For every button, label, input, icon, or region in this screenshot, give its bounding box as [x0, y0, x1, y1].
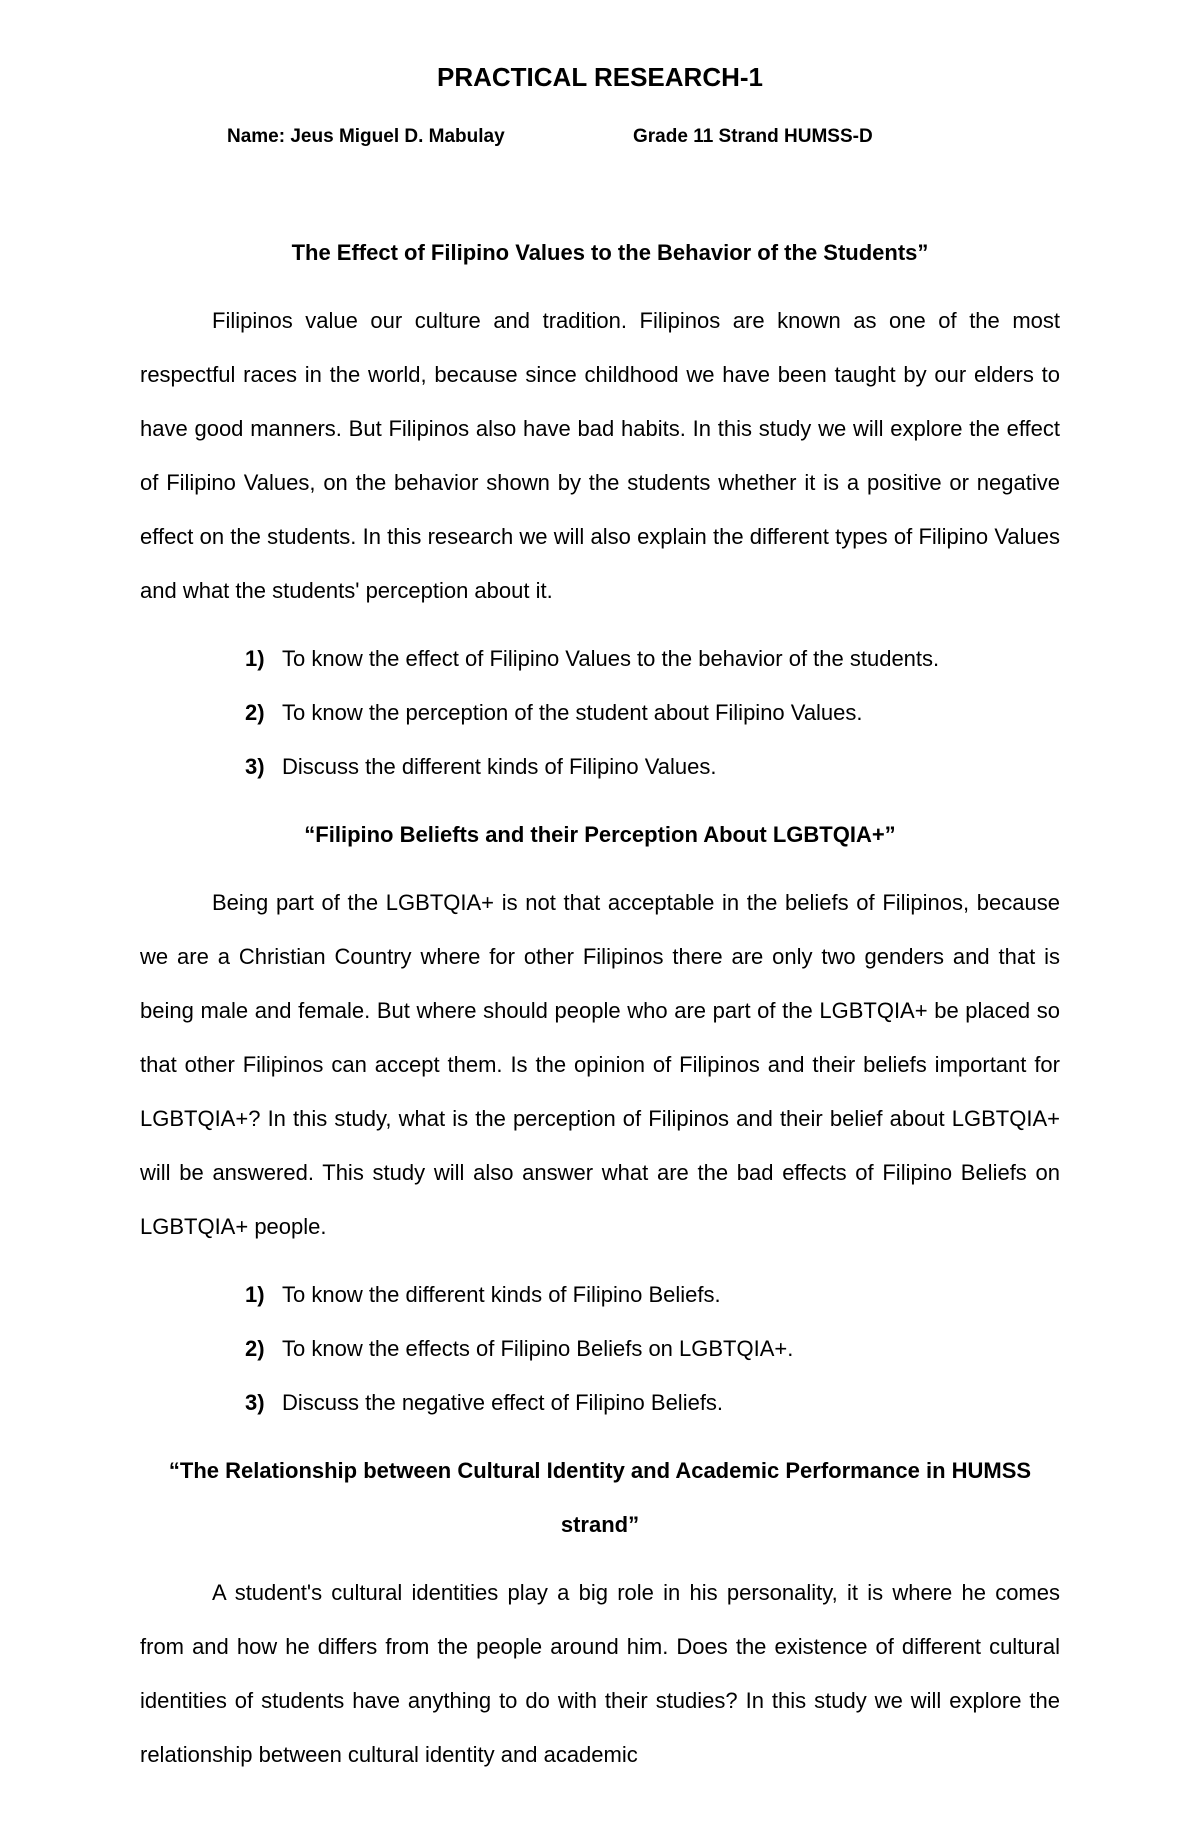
section-1-paragraph: Filipinos value our culture and tradition. Filipinos are known as one of the most respectful races in the world, because since childhood we have been taught by our elders to have good manners. But Filipinos also have bad habits. In this study we will explore the effect of Filipino Values, on the behavior shown by the students whether it is a positive or negative effect on the students. In this research we will also explain the different types of Filipino Values and what the students' perception about it.	[140, 308, 1060, 603]
section-1-heading: The Effect of Filipino Values to the Behavior of the Students”	[291, 240, 929, 265]
section-3-paragraph: A student's cultural identities play a big role in his personality, it is where he comes from and how he differs from the people around him. Does the existence of different cultural identities of students have anything to do with their studies? In this study we will explore the relationship between cultural identity and academic	[140, 1580, 1060, 1767]
objective-text: To know the effect of Filipino Values to the behavior of the students.	[282, 646, 940, 671]
document-title: PRACTICAL RESEARCH-1	[437, 62, 763, 92]
section-2-objectives	[140, 1268, 1060, 1430]
objective-text: Discuss the different kinds of Filipino Values.	[282, 754, 717, 779]
objective-number: 3)	[245, 1390, 265, 1415]
section-2-paragraph: Being part of the LGBTQIA+ is not that acceptable in the beliefs of Filipinos, because we are a Christian Country where for other Filipinos there are only two genders and that is being male and female. But where should people who are part of the LGBTQIA+ be placed so that other Filipinos can accept them. Is the opinion of Filipinos and their beliefs important for LGBTQIA+? In this study, what is the perception of Filipinos and their belief about LGBTQIA+ will be answered. This study will also answer what are the bad effects of Filipino Beliefs on LGBTQIA+ people.	[140, 890, 1060, 1239]
objective-number: 2)	[245, 700, 265, 725]
objective-item	[140, 632, 1060, 686]
objective-text: To know the perception of the student about Filipino Values.	[282, 700, 863, 725]
objective-number: 3)	[245, 754, 265, 779]
section-1-objectives	[140, 632, 1060, 794]
grade-strand: Grade 11 Strand HUMSS-D	[633, 126, 873, 147]
objective-text: Discuss the negative effect of Filipino Beliefs.	[282, 1390, 724, 1415]
objective-number: 1)	[245, 1282, 265, 1307]
student-name: Name: Jeus Miguel D. Mabulay	[227, 126, 505, 147]
objective-item	[140, 1376, 1060, 1430]
section-2-heading: “Filipino Beliefts and their Perception About LGBTQIA+”	[304, 822, 896, 847]
document-body	[140, 226, 1060, 1796]
objective-item	[140, 686, 1060, 740]
objective-text: To know the effects of Filipino Beliefs on LGBTQIA+.	[282, 1336, 794, 1361]
objective-text: To know the different kinds of Filipino Beliefs.	[282, 1282, 721, 1307]
objective-item	[140, 1322, 1060, 1376]
objective-item	[140, 1268, 1060, 1322]
objective-item	[140, 740, 1060, 794]
objective-number: 1)	[245, 646, 265, 671]
section-3-heading: “The Relationship between Cultural Identity and Academic Performance in HUMSS strand”	[168, 1458, 1032, 1537]
objective-number: 2)	[245, 1336, 265, 1361]
